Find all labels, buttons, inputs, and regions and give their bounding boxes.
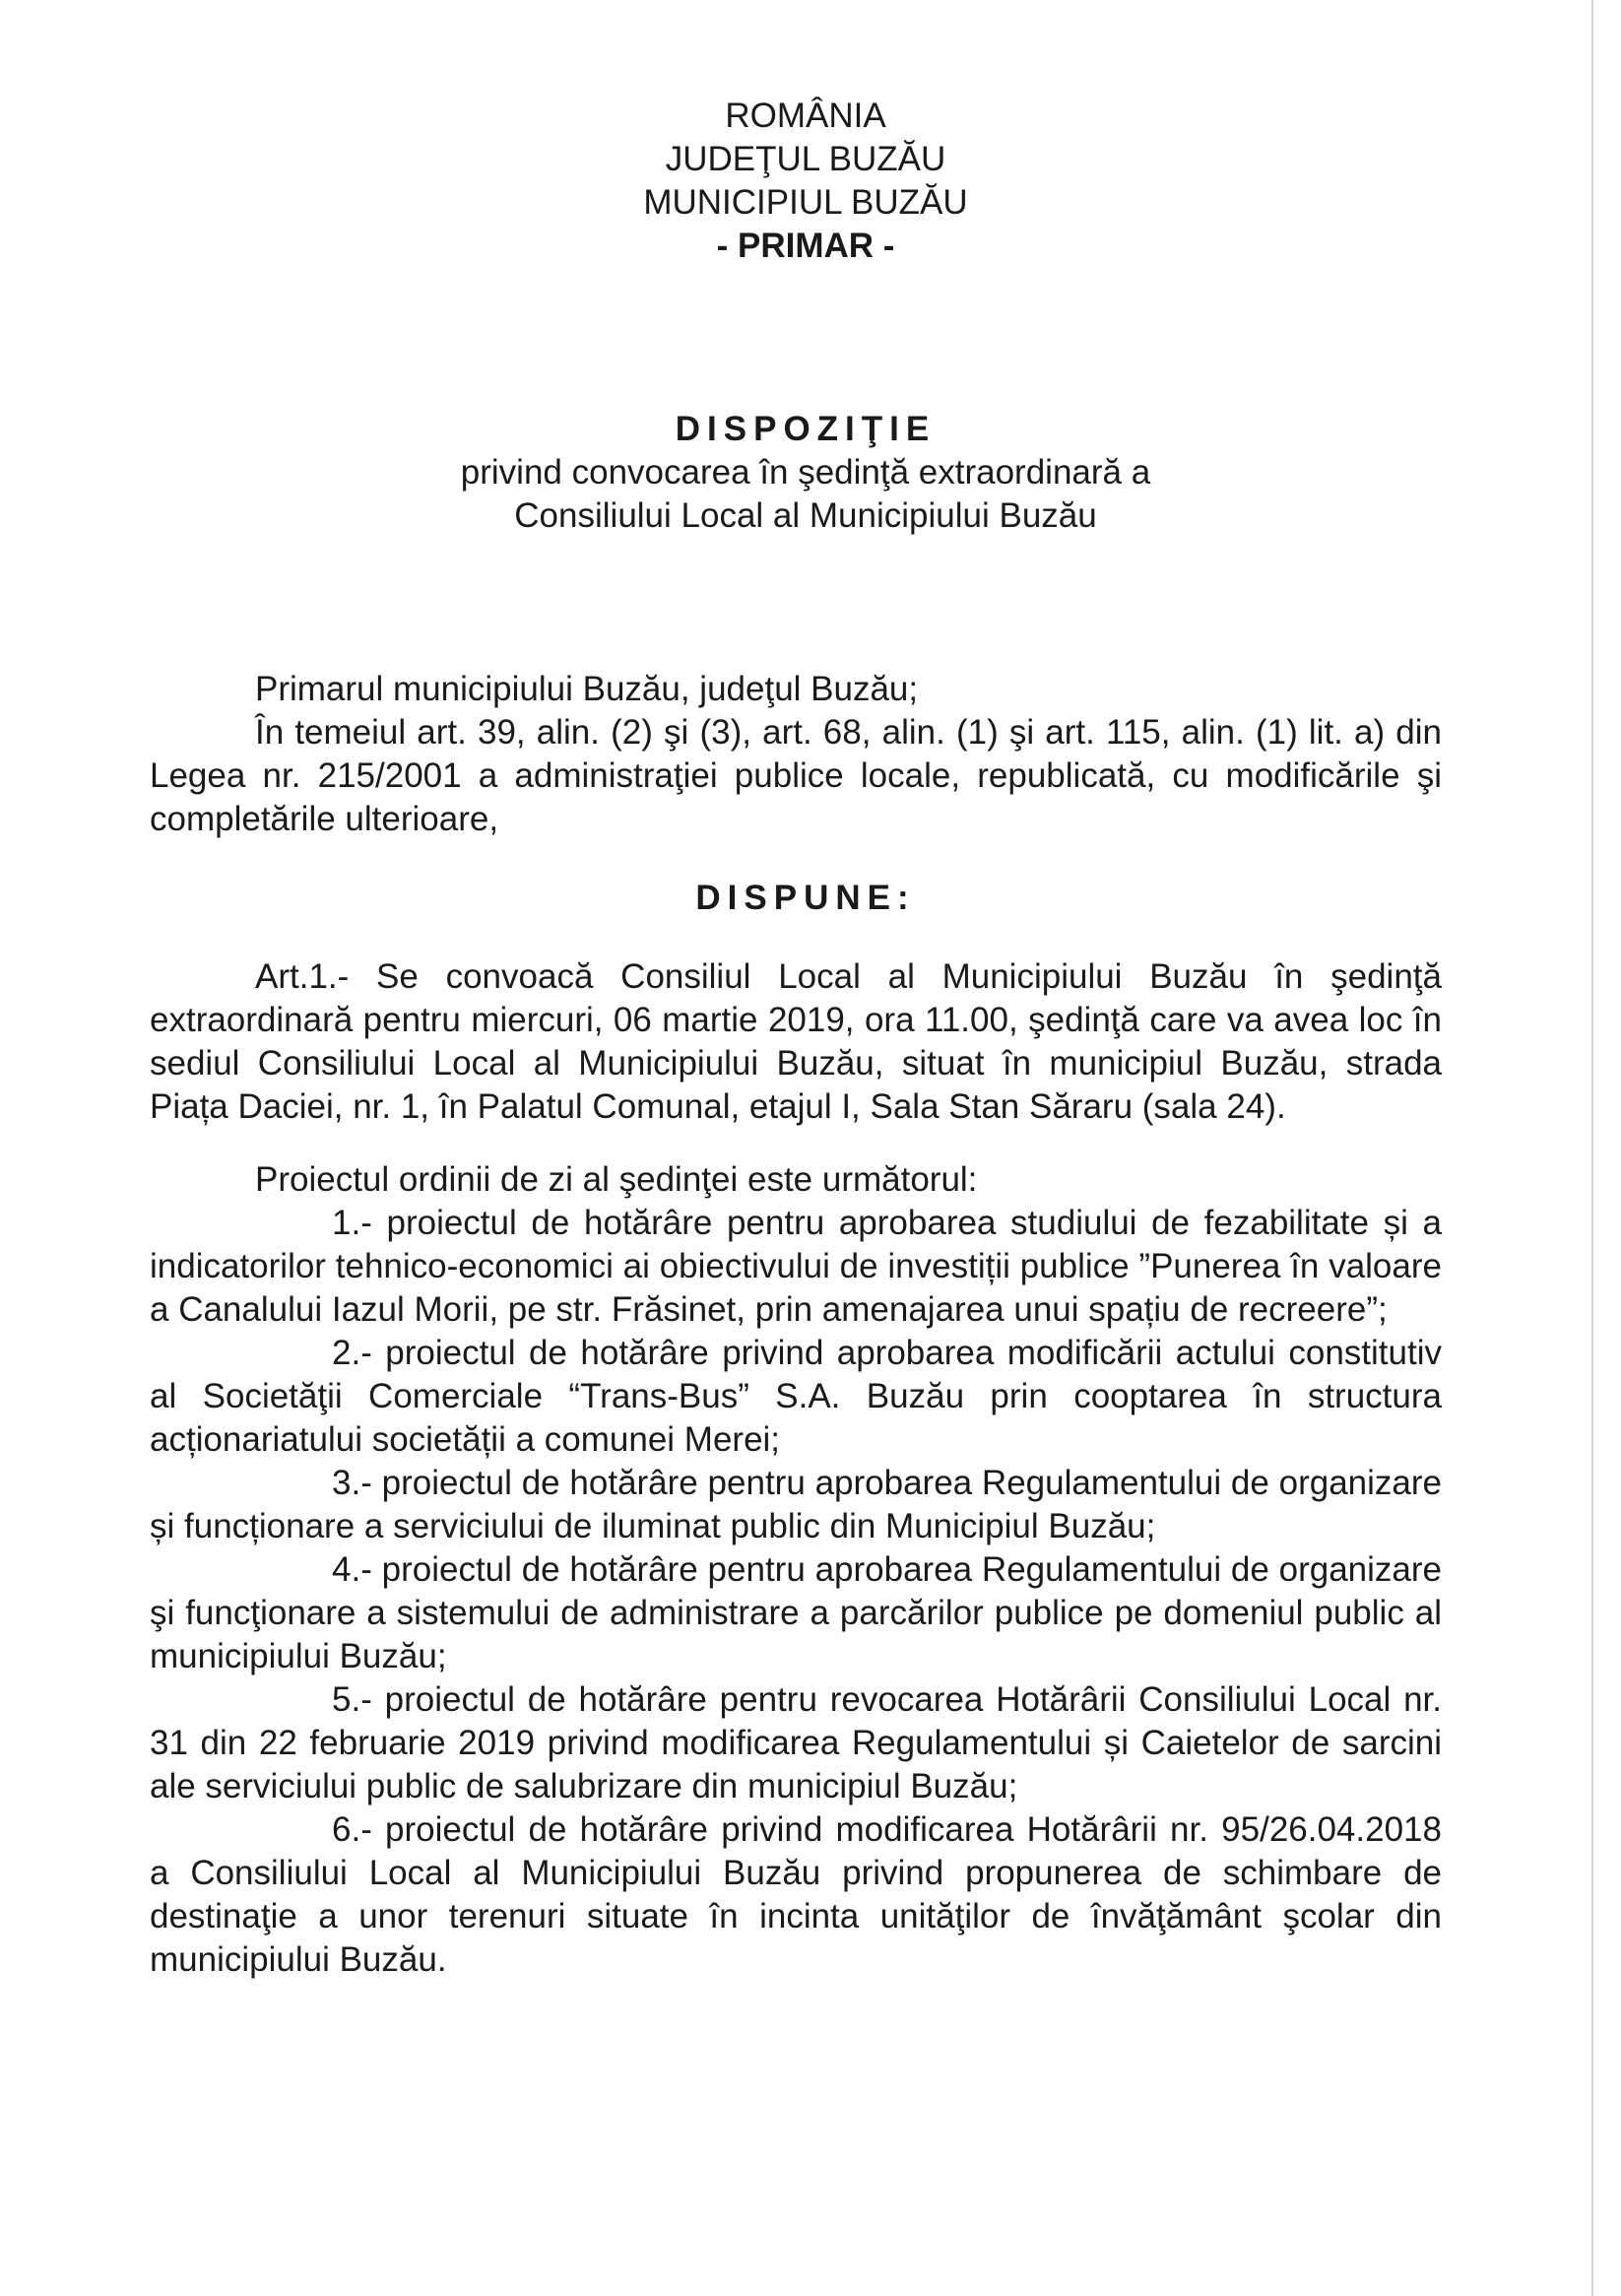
page-edge-line [1591, 0, 1593, 2296]
article-1: Art.1.- Se convoacă Consiliul Local al Municipiului Buzău în şedinţă extraordinară pentru miercuri, 06 martie 2019, ora 11.00, şedinţă care va avea loc în sediul Consiliului Local al Municipiului Buzău, situat în municipiul Buzău, strada Piața Daciei, nr. 1, în Palatul Comunal, etajul I, Sala Stan Săraru (sala 24). [150, 957, 1442, 1126]
document-subtitle-line1: privind convocarea în şedinţă extraordinară a [460, 453, 1151, 492]
agenda-intro: Proiectul ordinii de zi al şedinţei este următorul: [255, 1160, 978, 1199]
header-municipality: MUNICIPIUL BUZĂU [643, 183, 968, 222]
document-title-block [0, 408, 1621, 538]
agenda-item-6: 6.- proiectul de hotărâre privind modificarea Hotărârii nr. 95/26.04.2018 a Consiliului Local al Municipiului Buzău privind propunerea de schimbare de destinaţie a unor terenuri situate în incinta unităţilor de învăţământ şcolar din municipiului Buzău. [150, 1810, 1442, 1979]
preamble-line1: Primarul municipiului Buzău, judeţul Buzău; [255, 670, 919, 708]
header-country: ROMÂNIA [725, 97, 886, 135]
agenda-item-4: 4.- proiectul de hotărâre pentru aprobarea Regulamentului de organizare şi funcţionare a sistemului de administrare a parcărilor publice pe domeniul public al municipiului Buzău; [150, 1550, 1442, 1675]
header-office: - PRIMAR - [716, 227, 895, 265]
document-header [0, 95, 1621, 268]
agenda-item-5: 5.- proiectul de hotărâre pentru revocarea Hotărârii Consiliului Local nr. 31 din 22 februarie 2019 privind modificarea Regulamentului și Caietelor de sarcini ale serviciului public de salubrizare din municipiul Buzău; [150, 1680, 1442, 1805]
document-subtitle-line2: Consiliului Local al Municipiului Buzău [514, 496, 1097, 535]
agenda-item-3: 3.- proiectul de hotărâre pentru aprobarea Regulamentului de organizare și funcționare a serviciului de iluminat public din Municipiul Buzău; [150, 1464, 1442, 1545]
document-title: DISPOZIŢIE [675, 410, 937, 448]
preamble-legal-basis: În temeiul art. 39, alin. (2) şi (3), art. 68, alin. (1) şi art. 115, alin. (1) lit. a) din Legea nr. 215/2001 a administraţiei publice locale, republicată, cu modificările şi completările ulterioare, [150, 713, 1442, 838]
document-body [150, 668, 1442, 1982]
dispune-heading: DISPUNE: [695, 879, 916, 917]
agenda-item-2: 2.- proiectul de hotărâre privind aprobarea modificării actului constitutiv al Societăţii Comerciale “Trans-Bus” S.A. Buzău prin cooptarea în structura acționariatului societății a comunei Merei; [150, 1334, 1442, 1459]
header-county: JUDEŢUL BUZĂU [665, 140, 946, 178]
agenda-item-1: 1.- proiectul de hotărâre pentru aprobarea studiului de fezabilitate și a indicatorilor tehnico-economici ai obiectivului de investiții publice ”Punerea în valoare a Canalului Iazul Morii, pe str. Frăsinet, prin amenajarea unui spațiu de recreere”; [150, 1204, 1442, 1329]
